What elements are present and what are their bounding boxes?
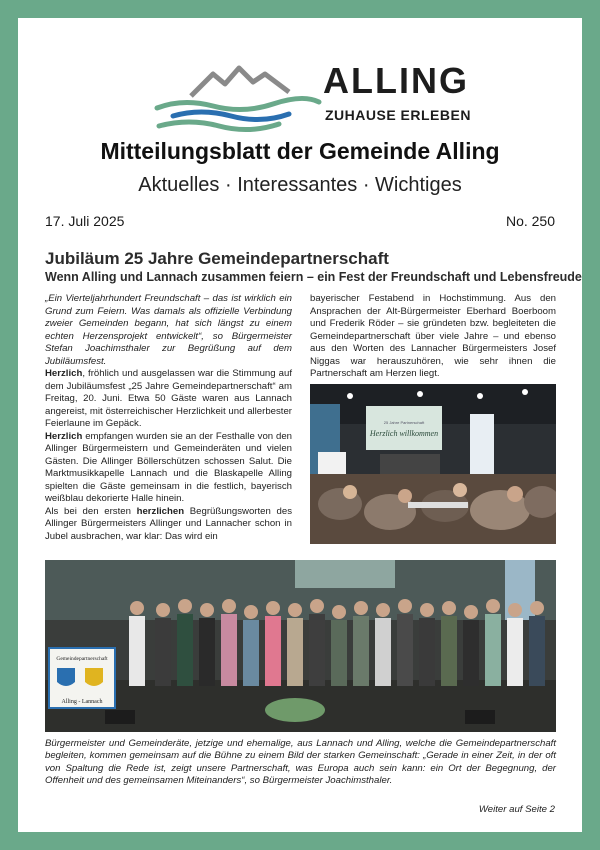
svg-text:Alling - Lannach: Alling - Lannach [61, 699, 103, 705]
welcome-screen-text: Herzlich willkommen [369, 429, 439, 438]
article-paragraph: Als bei den ersten herzlichen Begrüßungsworten des Allinger Bürgermeisters Allinger und Lannacher schon in Jubel ausbrachen, war klar: Das wird ein [45, 505, 292, 542]
article-paragraph: bayerischer Festabend in Hochstimmung. Aus den Ansprachen der Alt-Bürgermeister Eberhard Boerboom und Frederik Röder – sie gründeten bzw. begleiteten die Gemeindepartnerschaft über viele Jahre – und ebenso aus den Worten des Lannacher Bürgermeisters Josef Niggas war herauszuhören, wie sehr ihnen die Partnerschaft am Herzen liegt. [310, 293, 556, 379]
article-subheadline: Wenn Alling und Lannach zusammen feiern – ein Fest der Freundschaft und Lebensfreude [45, 270, 582, 284]
continued-link[interactable]: Weiter auf Seite 2 [478, 804, 555, 815]
article-headline: Jubiläum 25 Jahre Gemeindepartnerschaft [45, 249, 389, 268]
article-column-right [310, 293, 556, 381]
logo-tagline: ZUHAUSE ERLEBEN [325, 107, 471, 123]
festival-hall-photo [310, 384, 556, 544]
page-subtitle: Aktuelles · Interessantes · Wichtiges [138, 174, 462, 196]
logo-name: ALLING [323, 60, 469, 101]
logo-mountains-waves-icon [153, 52, 323, 136]
newsletter-page [18, 18, 582, 832]
crest-icon [57, 668, 75, 686]
svg-text:25 Jahre Partnerschaft: 25 Jahre Partnerschaft [383, 420, 425, 425]
issue-number: No. 250 [505, 213, 555, 229]
welcome-screen [366, 406, 442, 450]
article-paragraph: Herzlich empfangen wurden sie an der Festhalle von den Allinger Bürgermeistern und Gemeinderäten und vielen Gästen. Die Allinger Böllerschützen schossen Salut. Die Marktmusikkapelle Lannach und die Blaskapelle Alling spielten die Gäste gemeinsam in die festlich, bayerisch weißblau dekorierte Halle hinein. [45, 430, 292, 504]
article-paragraph: Herzlich, fröhlich und ausgelassen war die Stimmung auf dem Jubiläumsfest „25 Jahre Gemeindepartnerschaft“ am Freitag, 20. Juni. Etwa 50 Gäste waren aus Lannach angereist, mit österreichischer Herzlichkeit und allerbester Feierlaune im Gepäck. [45, 368, 292, 429]
page-title: Mitteilungsblatt der Gemeinde Alling [100, 138, 500, 164]
article-paragraph: „Ein Vierteljahrhundert Freundschaft – das ist wirklich ein Grund zum Feiern. Was damals als offizielle Verbindung zweier Gemeinden begann, hat sich längst zu einem echten Herzensprojekt entwickelt“, so Bürgermeister Stefan Joachimsthaler zur Begrüßung auf dem Jubiläumsfest. [45, 293, 292, 367]
issue-date: 17. Juli 2025 [45, 213, 125, 229]
alling-logo [153, 52, 483, 136]
article-column-left [45, 293, 292, 543]
crest-icon [85, 668, 103, 686]
photo-caption: Bürgermeister und Gemeinderäte, jetzige und ehemalige, aus Lannach und Alling, welche die Gemeindepartnerschaft begleiten, kommen gemeinsam auf die Bühne zu einem Bild der starken Gemeinschaft: „Gerade in einer Zeit, in der oft von Spaltung die Rede ist, zeigt unsere Partnerschaft, was Europa auch sein kann: ein Ort der Begegnung, der Offenheit und des gemeinsamen Miteinanders“, so Bürgermeister Joachimsthaler. [45, 738, 556, 786]
group-stage-photo [45, 560, 556, 732]
svg-text:Gemeindepartnerschaft: Gemeindepartnerschaft [56, 656, 108, 662]
